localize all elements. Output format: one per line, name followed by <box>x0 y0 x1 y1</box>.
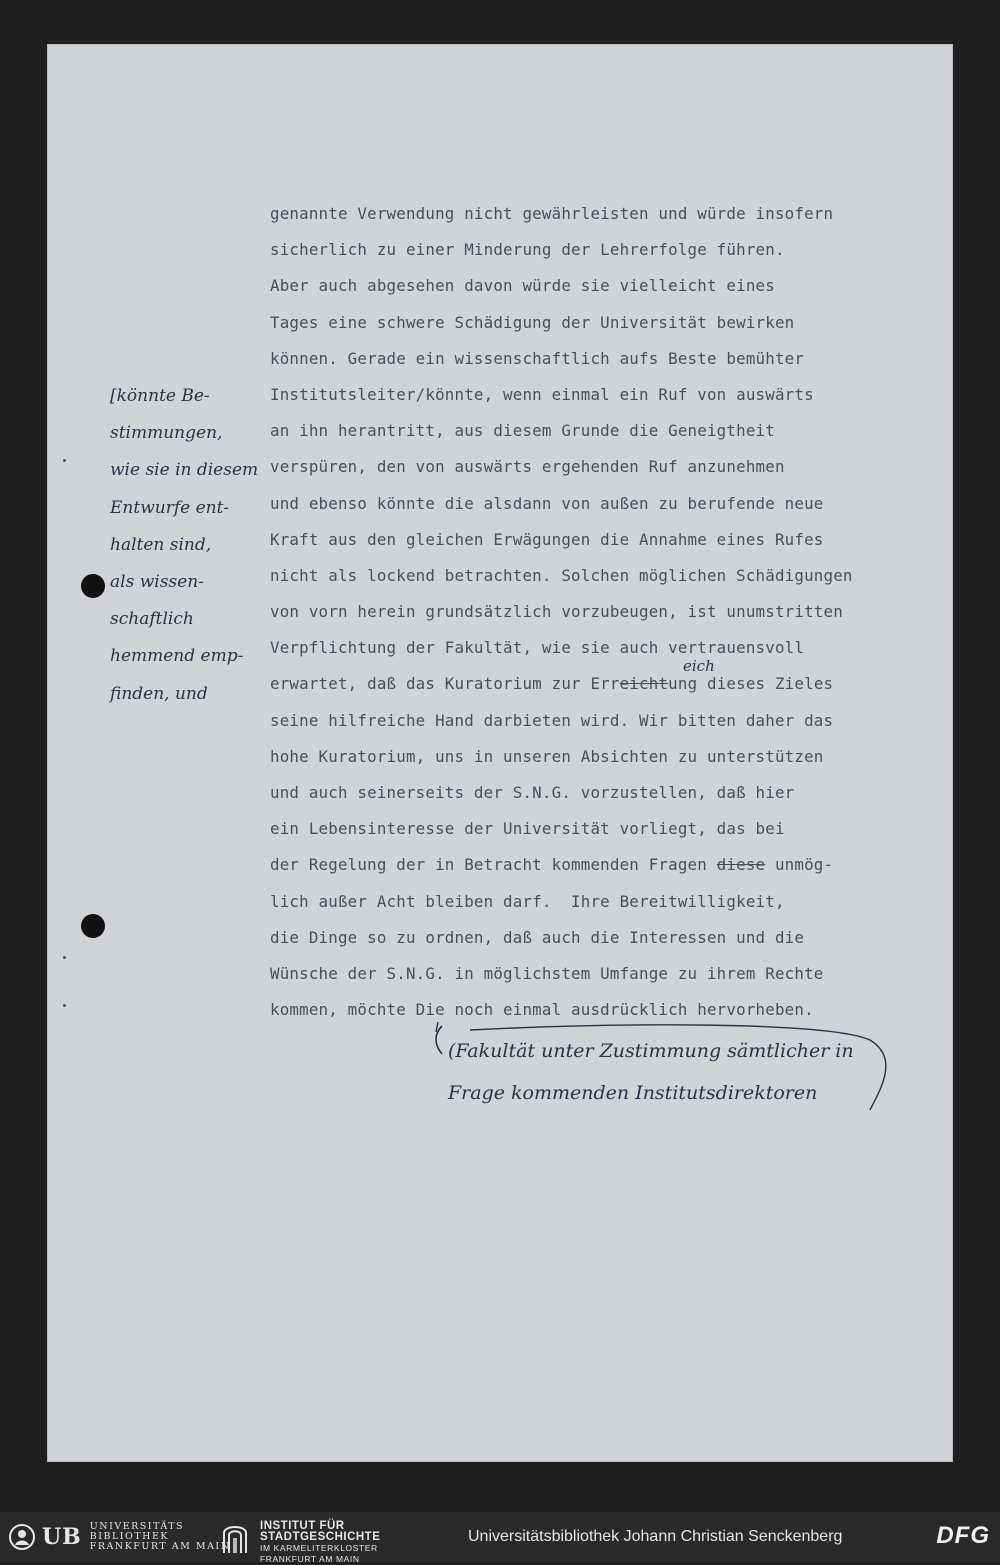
punch-hole-lower <box>81 914 105 938</box>
typed-line: Verpflichtung der Fakultät, wie sie auch vertrauensvoll <box>270 638 805 658</box>
typed-line: Aber auch abgesehen davon würde sie vielleicht eines <box>270 276 775 296</box>
handwritten-bracket <box>430 1020 890 1110</box>
typed-line <box>270 847 970 883</box>
typed-segment: erwartet, daß das Kuratorium zur Err <box>270 674 620 694</box>
isg-wordmark: INSTITUT FÜR STADTGESCHICHTE IM KARMELITERKLOSTER FRANKFURT AM MAIN <box>260 1520 381 1564</box>
isg-logo[interactable] <box>222 1521 380 1565</box>
ub-logo[interactable] <box>8 1522 231 1552</box>
ub-seal-icon <box>8 1523 36 1551</box>
typed-line: und auch seinerseits der S.N.G. vorzustellen, daß hier <box>270 783 795 802</box>
typed-line: von vorn herein grundsätzlich vorzubeugen, ist unumstritten <box>270 602 843 622</box>
typed-line: Kraft aus den gleichen Erwägungen die Annahme eines Rufes <box>270 529 824 549</box>
typed-line: nicht als lockend betrachten. Solchen möglichen Schädigungen <box>270 565 853 585</box>
footer-bar <box>0 1512 1000 1562</box>
interlinear-insertion: eich <box>683 657 715 675</box>
bottom-note-line: Frage kommenden Institutsdirektoren <box>448 1082 818 1104</box>
margin-note-line: schaftlich <box>110 609 194 630</box>
typed-line: seine hilfreiche Hand darbieten wird. Wir bitten daher das <box>270 710 834 730</box>
ub-mark: UB <box>42 1524 82 1550</box>
typed-segment: unmög- <box>765 855 834 875</box>
typed-line: hohe Kuratorium, uns in unseren Absichten zu unterstützen <box>270 746 824 766</box>
margin-tick <box>63 956 66 959</box>
struck-text: eicht <box>619 674 669 694</box>
typed-line: sicherlich zu einer Minderung der Lehrerfolge führen. <box>270 240 785 260</box>
typed-line: ein Lebensinteresse der Universität vorliegt, das bei <box>270 819 785 839</box>
margin-note-line: halten sind, <box>110 534 212 555</box>
dfg-logo[interactable]: DFG <box>936 1522 990 1549</box>
typed-line: genannte Verwendung nicht gewährleisten und würde insofern <box>270 204 834 223</box>
margin-note-line: Entwurfe ent- <box>110 497 230 518</box>
punch-hole-upper <box>81 574 105 598</box>
margin-note-line: stimmungen, <box>110 423 223 444</box>
typed-line: und ebenso könnte die alsdann von außen zu berufende neue <box>270 493 824 513</box>
typed-line: die Dinge so zu ordnen, daß auch die Interessen und die <box>270 927 805 947</box>
typed-segment: der Regelung der in Betracht kommenden Fragen <box>270 855 717 875</box>
typewritten-text <box>270 196 970 1028</box>
typed-line: können. Gerade ein wissenschaftlich aufs Beste bemühter <box>270 348 805 368</box>
ub-wordmark: UNIVERSITÄTS BIBLIOTHEK FRANKFURT AM MAIN <box>89 1521 231 1552</box>
typed-segment: ung dieses Zieles <box>668 674 834 694</box>
handwritten-margin-note <box>110 378 270 713</box>
margin-note-line: wie sie in diesem <box>110 460 259 481</box>
isg-arch-icon <box>222 1521 248 1553</box>
typed-line <box>270 666 970 702</box>
margin-note-line: hemmend emp- <box>110 646 244 667</box>
bottom-note-line: (Fakultät unter Zustimmung sämtlicher in <box>448 1040 854 1062</box>
typed-line: Wünsche der S.N.G. in möglichstem Umfange zu ihrem Rechte <box>270 963 824 983</box>
typed-line: kommen, möchte Die noch einmal ausdrücklich hervorheben. <box>270 1000 814 1020</box>
typed-line: Institutsleiter/könnte, wenn einmal ein Ruf von auswärts <box>270 384 814 404</box>
typed-line: verspüren, den von auswärts ergehenden Ruf anzunehmen <box>270 457 785 477</box>
margin-note-line: als wissen- <box>110 571 204 592</box>
typed-line: an ihn herantritt, aus diesem Grunde die Geneigtheit <box>270 421 775 441</box>
footer-title[interactable]: Universitätsbibliothek Johann Christian Senckenberg <box>468 1528 843 1545</box>
typed-line: lich außer Acht bleiben darf. Ihre Bereitwilligkeit, <box>270 891 785 911</box>
margin-tick <box>63 1004 66 1007</box>
margin-tick <box>63 459 66 462</box>
typed-line: Tages eine schwere Schädigung der Universität bewirken <box>270 312 795 332</box>
margin-note-line: finden, und <box>110 683 208 704</box>
margin-note-line: [könnte Be- <box>110 386 210 406</box>
struck-text: diese <box>716 855 766 875</box>
